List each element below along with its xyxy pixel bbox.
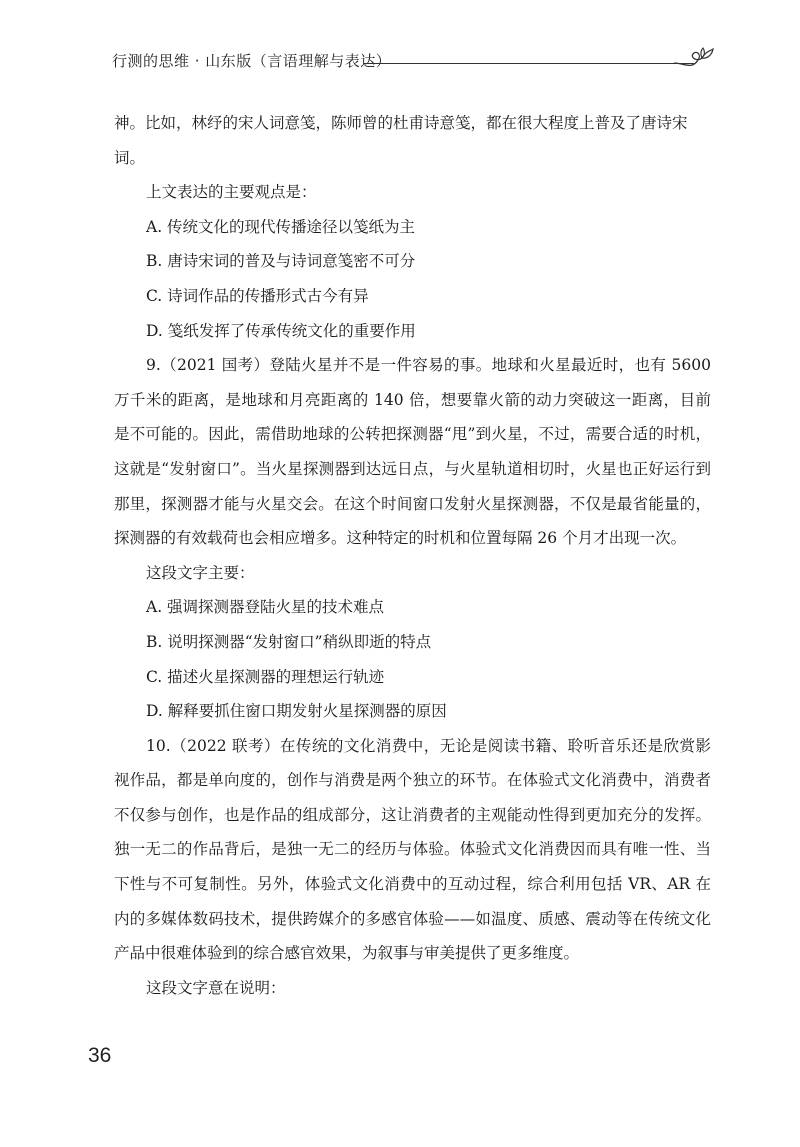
q9-prompt: 这段文字主要： (146, 563, 255, 582)
q9-option-a: A. 强调探测器登陆火星的技术难点 (146, 598, 385, 617)
header-rule (364, 63, 694, 64)
q9-option-b: B. 说明探测器“发射窗口”稍纵即逝的特点 (146, 632, 432, 651)
running-header (112, 44, 712, 78)
page-content (114, 106, 711, 1005)
previous-passage-tail: 神。比如，林纾的宋人词意笺，陈师曾的杜甫诗意笺，都在很大程度上普及了唐诗宋词。 (114, 114, 688, 167)
q10-prompt: 这段文字意在说明： (146, 978, 286, 997)
q8-option-c: C. 诗词作品的传播形式古今有异 (146, 286, 369, 305)
header-title: 行测的思维 · 山东版（言语理解与表达） (112, 52, 392, 70)
q9-option-d: D. 解释要抓住窗口期发射火星探测器的原因 (146, 702, 447, 721)
q8-prompt: 上文表达的主要观点是： (146, 183, 317, 202)
q9-option-c: C. 描述火星探测器的理想运行轨迹 (146, 667, 385, 686)
page-number: 36 (88, 1044, 112, 1067)
q10-passage: 10.（2022 联考）在传统的文化消费中，无论是阅读书籍、聆听音乐还是欣赏影视作品，都是单向度的，创作与消费是两个独立的环节。在体验式文化消费中，消费者不仅参与创作，也是作品的组成部分，这让消费者的主观能动性得到更加充分的发挥。独一无二的作品背后，是独一无二的经历与体验。体验式文化消费因而具有唯一性、当下性与不可复制性。另外，体验式文化消费中的互动过程，综合利用包括 VR、AR 在内的多媒体数码技术，提供跨媒介的多感官体验——如温度、质感、震动等在传统文化产品中很难体验到的综合感官效果，为叙事与审美提供了更多维度。 (114, 736, 711, 963)
q8-option-a: A. 传统文化的现代传播途径以笺纸为主 (146, 217, 416, 236)
q9-passage: 9.（2021 国考）登陆火星并不是一件容易的事。地球和火星最近时，也有 5600 万千米的距离，是地球和月亮距离的 140 倍，想要靠火箭的动力突破这一距离，目前是不可能的。因此，需借助地球的公转把探测器“甩”到火星，不过，需要合适的时机，这就是“发射窗口”。当火星探测器到达远日点，与火星轨道相切时，火星也正好运行到那里，探测器才能与火星交会。在这个时间窗口发射火星探测器，不仅是最省能量的，探测器的有效载荷也会相应增多。这种特定的时机和位置每隔 26 个月才出现一次。 (114, 356, 711, 548)
q8-option-d: D. 笺纸发挥了传承传统文化的重要作用 (146, 321, 416, 340)
sprout-ornament-icon (672, 46, 716, 76)
q8-option-b: B. 唐诗宋词的普及与诗词意笺密不可分 (146, 252, 416, 271)
